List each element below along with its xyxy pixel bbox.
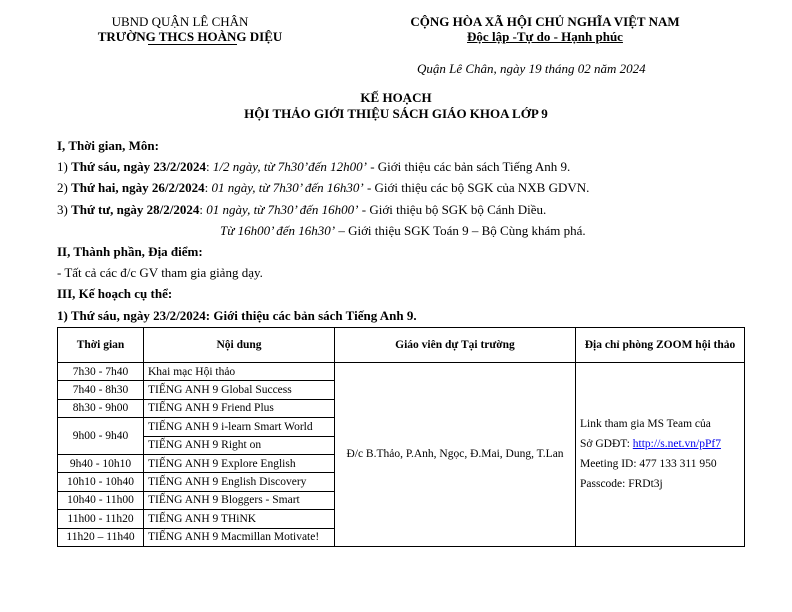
- schedule-item: 3) Thứ tư, ngày 28/2/2024: 01 ngày, từ 7h30’ đến 16h00’ - Giới thiệu bộ SGK bộ Cánh Diều.: [57, 202, 547, 217]
- header-left-1: UBND QUẬN LÊ CHÂN: [111, 14, 249, 29]
- header-left-2: TRƯỜNG THCS HOÀNG DIỆU: [97, 29, 283, 44]
- section-3-heading: III, Kế hoạch cụ thể:: [57, 286, 173, 301]
- table-row: 10h10 - 10h40 TIẾNG ANH 9 English Discovery: [58, 473, 745, 491]
- section-2-text: - Tất cả các đ/c GV tham gia giảng dạy.: [57, 265, 263, 280]
- table-row: 7h30 - 7h40 Khai mạc Hội thảo Đ/c B.Thảo, P.Anh, Ngọc, Đ.Mai, Dung, T.Lan Link tham gia MS Team của Sở GDĐT: http://s.net.vn/pPf7 Meeting ID: 477 133 311 950 Passcode: FRDt3j: [58, 363, 745, 381]
- table-row: 9h40 - 10h10 TIẾNG ANH 9 Explore English: [58, 454, 745, 472]
- section-1-heading: I, Thời gian, Môn:: [57, 138, 159, 153]
- table-row: 9h00 - 9h40 TIẾNG ANH 9 i-learn Smart World: [58, 418, 745, 436]
- header-right-1: CỘNG HÒA XÃ HỘI CHỦ NGHĨA VIỆT NAM: [410, 14, 680, 29]
- motto: Độc lập -Tự do - Hạnh phúc: [467, 29, 623, 44]
- ms-team-link[interactable]: http://s.net.vn/pPf7: [632, 438, 721, 451]
- section-3-sub: 1) Thứ sáu, ngày 23/2/2024: Giới thiệu các bản sách Tiếng Anh 9.: [57, 308, 417, 323]
- title-line-1: KẾ HOẠCH: [360, 90, 432, 105]
- table-row: 8h30 - 9h00 TIẾNG ANH 9 Friend Plus: [58, 399, 745, 417]
- table-row: TIẾNG ANH 9 Right on: [58, 436, 745, 454]
- schedule-item: 2) Thứ hai, ngày 26/2/2024: 01 ngày, từ 7h30’ đến 16h30’ - Giới thiệu các bộ SGK của NXB GDVN.: [57, 180, 590, 195]
- zoom-cell: Link tham gia MS Team của Sở GDĐT: http://s.net.vn/pPf7 Meeting ID: 477 133 311 950 Passcode: FRDt3j: [576, 363, 745, 547]
- schedule-table: [57, 327, 745, 547]
- table-row: 11h20 – 11h40 TIẾNG ANH 9 Macmillan Motivate!: [58, 528, 745, 546]
- section-2-heading: II, Thành phần, Địa điểm:: [57, 244, 203, 259]
- table-header-row: Thời gian Nội dung Giáo viên dự Tại trường Địa chỉ phòng ZOOM hội thảo: [58, 328, 745, 363]
- schedule-item: 1) Thứ sáu, ngày 23/2/2024: 1/2 ngày, từ 7h30’đến 12h00’ - Giới thiệu các bản sách Tiếng Anh 9.: [57, 159, 571, 174]
- teachers-cell: Đ/c B.Thảo, P.Anh, Ngọc, Đ.Mai, Dung, T.Lan: [335, 363, 576, 547]
- table-row: 11h00 - 11h20 TIẾNG ANH 9 THiNK: [58, 510, 745, 528]
- table-row: 7h40 - 8h30 TIẾNG ANH 9 Global Success: [58, 381, 745, 399]
- document-date: Quận Lê Chân, ngày 19 tháng 02 năm 2024: [417, 61, 646, 76]
- table-row: 10h40 - 11h00 TIẾNG ANH 9 Bloggers - Smart: [58, 491, 745, 509]
- title-line-2: HỘI THẢO GIỚI THIỆU SÁCH GIÁO KHOA LỚP 9: [244, 106, 548, 121]
- schedule-extra: Từ 16h00’ đến 16h30’ – Giới thiệu SGK Toán 9 – Bộ Cùng khám phá.: [220, 223, 586, 238]
